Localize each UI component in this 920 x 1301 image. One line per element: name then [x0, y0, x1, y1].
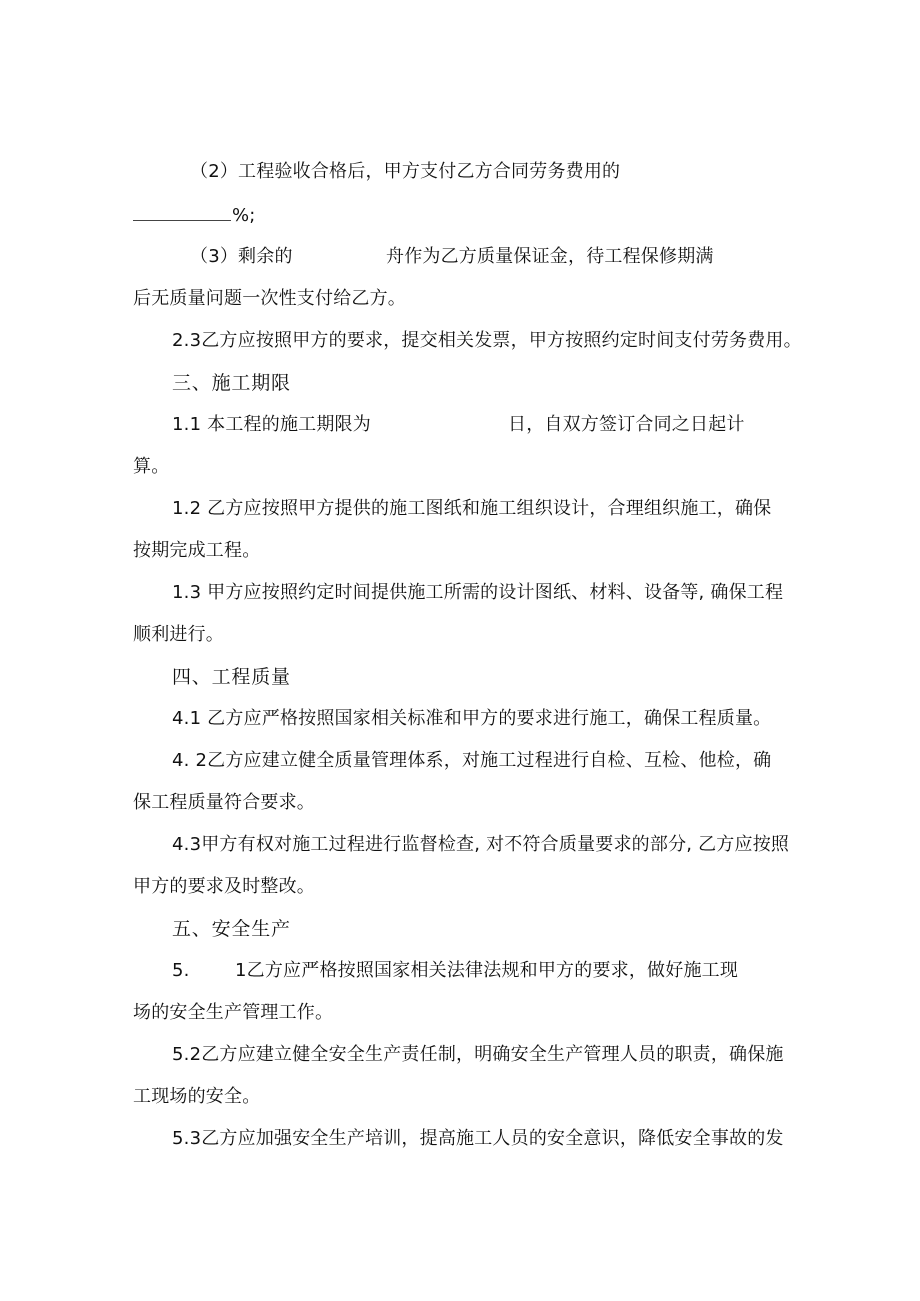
clause-5-1: 1乙方应严格按照国家相关法律法规和甲方的要求，做好施工现: [235, 960, 739, 981]
section-heading-construction-period: 三、施工期限: [172, 372, 291, 394]
clause-4-3-end: 甲方的要求及时整改。: [133, 876, 315, 897]
clause-1-2-end: 按期完成工程。: [133, 540, 261, 561]
clause-5-1-end: 场的安全生产管理工作。: [133, 1002, 334, 1023]
section-heading-project-quality: 四、工程质量: [172, 666, 291, 688]
clause-5-2: 5.2乙方应建立健全安全生产责任制，明确安全生产管理人员的职责，确保施: [172, 1044, 784, 1065]
clause-5-2-end: 工现场的安全。: [133, 1086, 261, 1107]
percentage-blank-line: [133, 204, 256, 228]
payment-clause-2: （2）工程验收合格后，甲方支付乙方合同劳务费用的: [190, 161, 621, 182]
clause-1-1-start: 1.1 本工程的施工期限为: [172, 414, 371, 435]
clause-4-2: 4. 2乙方应建立健全质量管理体系，对施工过程进行自检、互检、他检，确: [172, 750, 772, 771]
fill-in-blank: [133, 206, 231, 221]
clause-5-3: 5.3乙方应加强安全生产培训，提高施工人员的安全意识，降低安全事故的发: [172, 1128, 784, 1149]
clause-4-2-end: 保工程质量符合要求。: [133, 792, 315, 813]
clause-1-3-end: 顺利进行。: [133, 624, 224, 645]
clause-1-1-continued: 日，自双方签订合同之日起计: [508, 414, 745, 435]
clause-5-1-number: 5.: [172, 960, 190, 981]
clause-1-2: 1.2 乙方应按照甲方提供的施工图纸和施工组织设计，合理组织施工，确保: [172, 498, 772, 519]
payment-clause-3-start: （3）剩余的: [190, 246, 293, 267]
clause-2-3: 2.3乙方应按照甲方的要求，提交相关发票，甲方按照约定时间支付劳务费用。: [172, 330, 802, 351]
clause-1-1-end: 算。: [133, 456, 170, 477]
clause-1-3: 1.3 甲方应按照约定时间提供施工所需的设计图纸、材料、设备等, 确保工程: [172, 582, 784, 603]
payment-clause-3-end: 后无质量问题一次性支付给乙方。: [133, 288, 406, 309]
percentage-suffix: %;: [232, 205, 256, 226]
clause-4-1: 4.1 乙方应严格按照国家相关标准和甲方的要求进行施工，确保工程质量。: [172, 708, 772, 729]
clause-4-3: 4.3甲方有权对施工过程进行监督检查, 对不符合质量要求的部分, 乙方应按照: [172, 834, 790, 855]
section-heading-safe-production: 五、安全生产: [172, 918, 291, 940]
payment-clause-3-continued: 舟作为乙方质量保证金，待工程保修期满: [386, 246, 714, 267]
